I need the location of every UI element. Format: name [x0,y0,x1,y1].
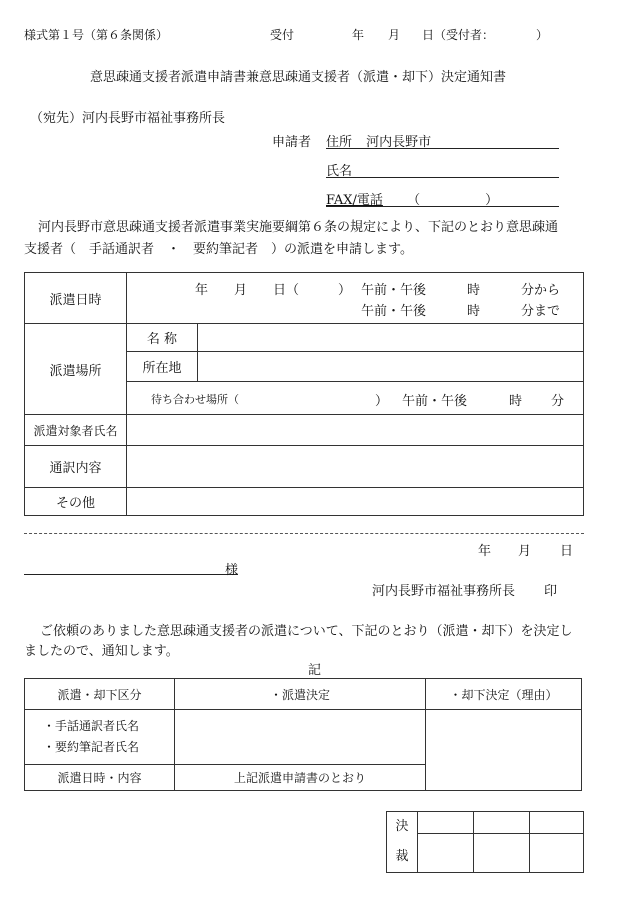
dispatch-datetime-value: 上記派遣申請書のとおり [175,765,426,791]
from-hour: 時 [467,283,481,298]
notice-body-1: ご依頼のありました意思疎通支援者の派遣について、下記のとおり（派遣・却下）を決定し [40,624,573,639]
content-value[interactable] [127,446,584,488]
meeting-min: 分 [551,394,565,409]
from-min: 分から [521,283,561,298]
ki-label: 記 [308,663,322,678]
approval-label-cell [387,812,418,873]
date-ymd: 年 月 日（ ） [195,283,352,298]
recipient-sama: 様 [224,563,238,578]
issuer: 河内長野市福祉事務所長 [372,584,516,599]
approval-box [386,811,584,873]
recipient-name-field[interactable] [24,559,238,578]
notice-day: 日 [560,544,574,559]
until-min: 分まで [521,304,561,319]
until-ampm: 午前・午後 [361,304,427,319]
form-number: 様式第１号（第６条関係） [24,28,169,42]
interpreter-name-label: ・手話通訳者氏名 [43,719,140,733]
address-value: 河内長野市 [366,135,432,150]
place-label: 派遣場所 [25,324,127,415]
seal: 印 [544,584,558,599]
notice-month: 月 [518,544,532,559]
approval-stamp-3[interactable] [530,812,584,834]
other-value[interactable] [127,488,584,516]
fax-parens: （ ） [407,193,499,208]
receipt-day-receiver: 日（受付者： ） [422,28,549,42]
decision-col2: ・派遣決定 [175,679,426,710]
addressee: （宛先）河内長野市福祉事務所長 [30,111,226,126]
approval-ketsu: 決 [395,819,409,834]
receipt-label: 受付 [270,28,295,42]
applicant-address-field[interactable] [326,131,559,149]
meeting-place-cell[interactable] [127,382,584,415]
approval-stamp-1[interactable] [418,812,474,834]
cut-line [24,533,584,534]
meeting-ampm: 午前・午後 [402,394,468,409]
receipt-year: 年 [352,28,365,42]
place-location-value[interactable] [198,352,584,382]
decision-col3: ・却下決定（理由） [426,679,582,710]
place-name-value[interactable] [198,324,584,352]
notice-year: 年 [478,544,492,559]
approval-sai: 裁 [395,849,409,864]
approval-stamp-6[interactable] [530,833,584,872]
notice-body-2: ましたので、通知します。 [24,644,179,659]
place-location-label: 所在地 [127,352,198,382]
target-label: 派遣対象者氏名 [25,415,127,446]
applicant-label: 申請者 [272,135,312,150]
dispatch-datetime-label: 派遣日時・内容 [25,765,175,791]
date-cell[interactable] [127,273,584,324]
approval-stamp-5[interactable] [474,833,530,872]
date-label: 派遣日時 [25,273,127,324]
address-label: 住所 [326,135,353,150]
document-title: 意思疎通支援者派遣申請書兼意思疎通支援者（派遣・却下）決定通知書 [90,70,507,85]
rejection-reason[interactable] [426,710,582,791]
from-ampm: 午前・午後 [361,283,427,298]
meeting-place-label: 待ち合わせ場所（ [151,393,239,406]
request-table [24,272,584,516]
meeting-close: ） [375,394,389,409]
receipt-month: 月 [388,28,401,42]
intro-line-2: 支援者（ 手話通訳者 ・ 要約筆記者 ）の派遣を申請します。 [24,242,413,257]
content-label: 通訳内容 [25,446,127,488]
fax-label: FAX/電話 [326,193,383,208]
until-hour: 時 [467,304,481,319]
meeting-hour: 時 [509,394,523,409]
applicant-fax-field[interactable] [326,189,559,207]
intro-line-1: 河内長野市意思疎通支援者派遣事業実施要綱第６条の規定により、下記のとおり意思疎通 [38,220,559,235]
decision-table [24,678,582,791]
dispatch-decision-names[interactable] [175,710,426,765]
other-label: その他 [25,488,127,516]
target-value[interactable] [127,415,584,446]
place-name-label: 名 称 [127,324,198,352]
summarizer-name-label: ・要約筆記者氏名 [43,740,140,754]
approval-stamp-2[interactable] [474,812,530,834]
applicant-name-field[interactable] [326,160,559,178]
name-label: 氏名 [326,164,353,179]
approval-stamp-4[interactable] [418,833,474,872]
interpreter-labels-cell [25,710,175,765]
decision-col1: 派遣・却下区分 [25,679,175,710]
